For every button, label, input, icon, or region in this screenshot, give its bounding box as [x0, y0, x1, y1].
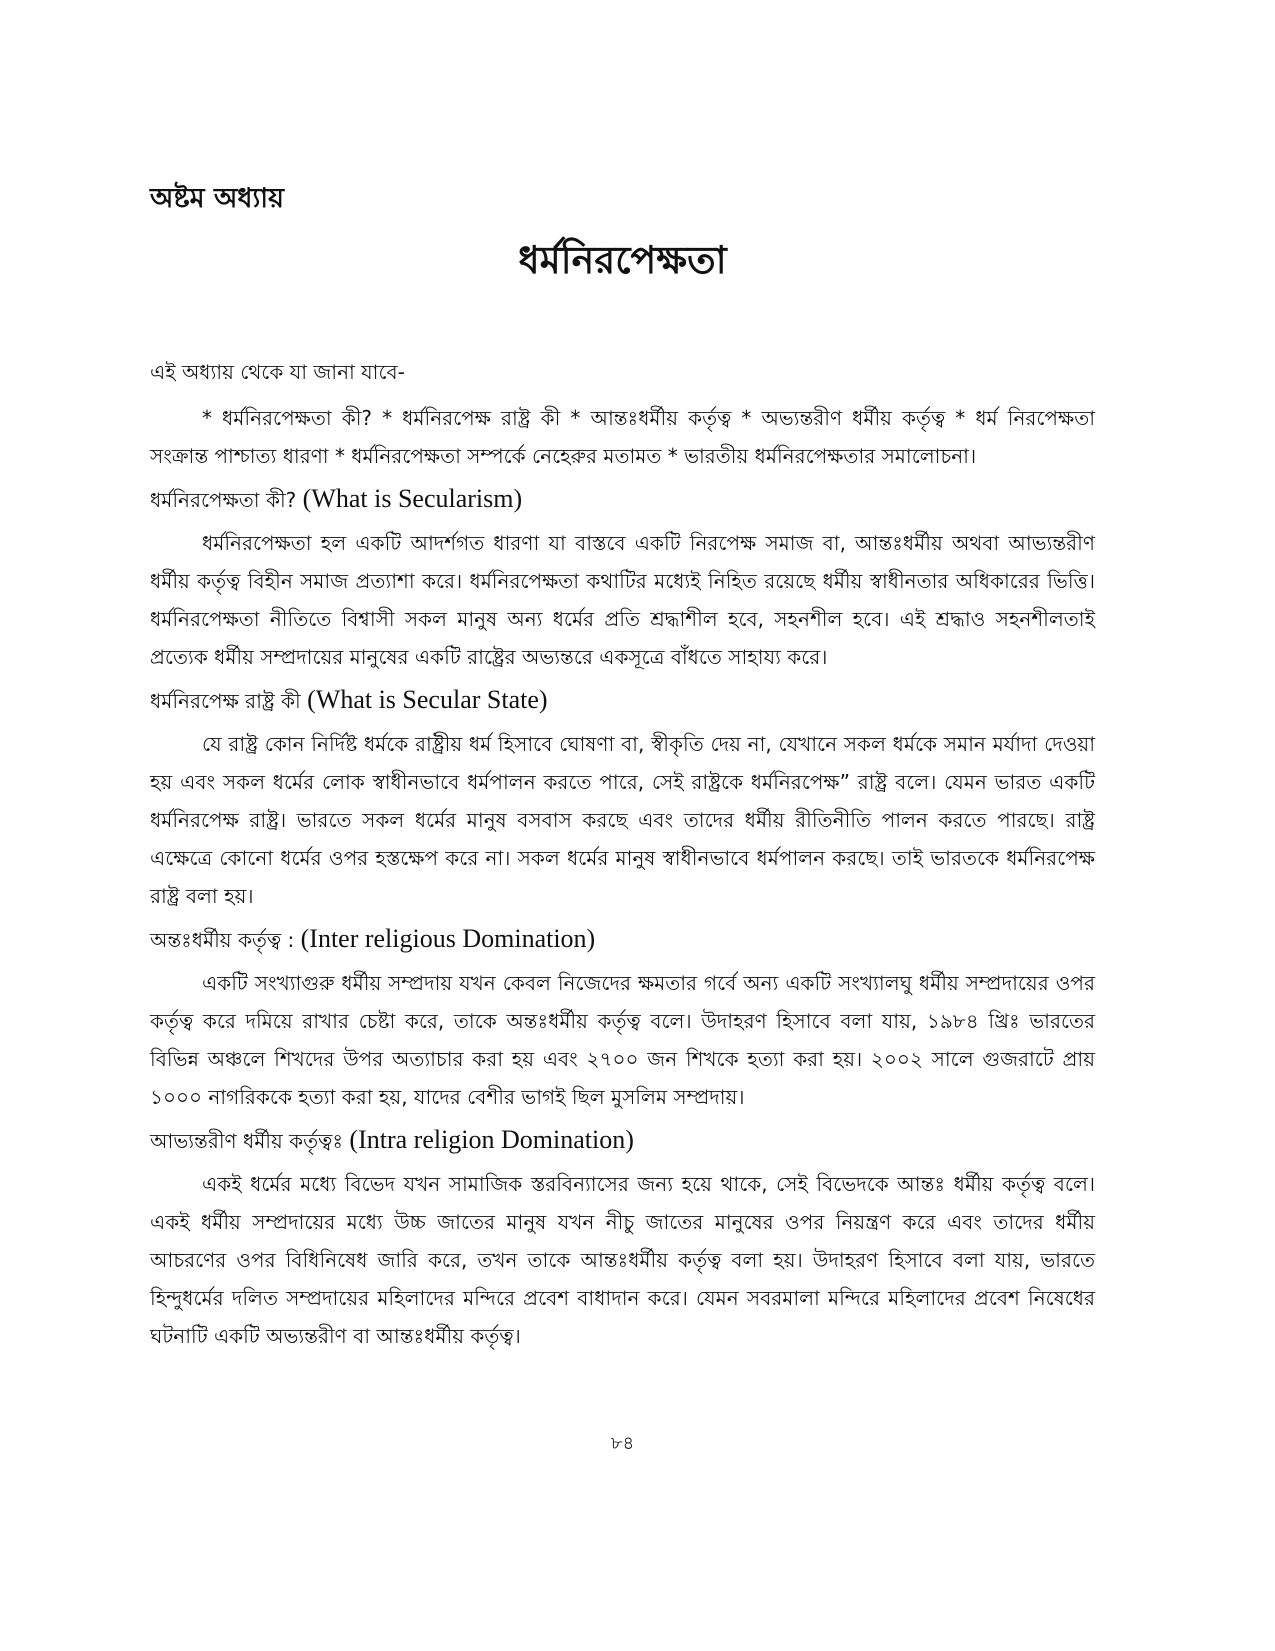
section-heading-en: (What is Secular State)	[307, 685, 548, 714]
section-heading-bn: অন্তঃধর্মীয় কর্তৃত্ব :	[150, 928, 295, 952]
section-heading-bn: ধর্মনিরপেক্ষতা কী?	[150, 488, 297, 512]
section-inter-religious-domination	[150, 923, 1095, 1116]
chapter-label: অষ্টম অধ্যায়	[150, 183, 285, 214]
book-page	[150, 0, 1095, 1651]
section-body: ধর্মনিরপেক্ষতা হল একটি আদর্শগত ধারণা যা বাস্তবে একটি নিরপেক্ষ সমাজ বা, আন্তঃধর্মীয় অথবা আভ্যন্তরীণ ধর্মীয় কর্তৃত্ব বিহীন সমাজ প্রত্যাশা করে। ধর্মনিরপেক্ষতা কথাটির মধ্যেই নিহিত রয়েছে ধর্মীয় স্বাধীনতার অধিকারের ভিত্তি। ধর্মনিরপেক্ষতা নীতিতে বিশ্বাসী সকল মানুষ অন্য ধর্মের প্রতি শ্রদ্ধাশীল হবে, সহনশীল হবে। এই শ্রদ্ধাও সহনশীলতাই প্রত্যেক ধর্মীয় সম্প্রদায়ের মানুষের একটি রাষ্ট্রের অভ্যন্তরে একসূত্রে বাঁধতে সাহায্য করে।	[150, 531, 1095, 669]
section-heading-en: (What is Secularism)	[302, 484, 523, 513]
intro-topics: * ধর্মনিরপেক্ষতা কী? * ধর্মনিরপেক্ষ রাষ্ট্র কী * আন্তঃধর্মীয় কর্তৃত্ব * অভ্যন্তরীণ ধর্মীয় কর্তৃত্ব * ধর্ম নিরপেক্ষতা সংক্রান্ত পাশ্চাত্য ধারণা * ধর্মনিরপেক্ষতা সম্পর্কে নেহেরুর মতামত * ভারতীয় ধর্মনিরপেক্ষতার সমালোচনা।	[150, 406, 1095, 468]
section-what-is-secularism	[150, 483, 1095, 676]
section-heading-en: (Intra religion Domination)	[349, 1125, 634, 1154]
section-body: একটি সংখ্যাগুরু ধর্মীয় সম্প্রদায় যখন কেবল নিজেদের ক্ষমতার গর্বে অন্য একটি সংখ্যালঘু ধর্মীয় সম্প্রদায়ের ওপর কর্তৃত্ব করে দমিয়ে রাখার চেষ্টা করে, তাকে অন্তঃধর্মীয় কর্তৃত্ব বলে। উদাহরণ হিসাবে বলা যায়, ১৯৮৪ খ্রিঃ ভারতের বিভিন্ন অঞ্চলে শিখদের উপর অত্যাচার করা হয় এবং ২৭০০ জন শিখকে হত্যা করা হয়। ২০০২ সালে গুজরাটে প্রায় ১০০০ নাগরিককে হত্যা করা হয়, যাদের বেশীর ভাগই ছিল মুসলিম সম্প্রদায়।	[150, 971, 1095, 1109]
section-heading	[150, 483, 1095, 516]
section-body: একই ধর্মের মধ্যে বিভেদ যখন সামাজিক স্তরবিন্যাসের জন্য হয়ে থাকে, সেই বিভেদকে আন্তঃ ধর্মীয় কর্তৃত্ব বলে। একই ধর্মীয় সম্প্রদায়ের মধ্যে উচ্চ জাতের মানুষ যখন নীচু জাতের মানুষের ওপর নিয়ন্ত্রণ করে এবং তাদের ধর্মীয় আচরণের ওপর বিধিনিষেধ জারি করে, তখন তাকে আন্তঃধর্মীয় কর্তৃত্ব বলা হয়। উদাহরণ হিসাবে বলা যায়, ভারতে হিন্দুধর্মের দলিত সম্প্রদায়ের মহিলাদের মন্দিরে প্রবেশ বাধাদান করে। যেমন সবরমালা মন্দিরে মহিলাদের প্রবেশ নিষেধের ঘটনাটি একটি অভ্যন্তরীণ বা আন্তঃধর্মীয় কর্তৃত্ব।	[150, 1172, 1095, 1348]
chapter-title: ধর্মনিরপেক্ষতা	[518, 238, 727, 282]
section-body: যে রাষ্ট্র কোন নির্দিষ্ট ধর্মকে রাষ্ট্রীয় ধর্ম হিসাবে ঘোষণা বা, স্বীকৃতি দেয় না, যেখানে সকল ধর্মকে সমান মর্যাদা দেওয়া হয় এবং সকল ধর্মের লোক স্বাধীনভাবে ধর্মপালন করতে পারে, সেই রাষ্ট্রকে ধর্মনিরপেক্ষ” রাষ্ট্র বলে। যেমন ভারত একটি ধর্মনিরপেক্ষ রাষ্ট্র। ভারতে সকল ধর্মের মানুষ বসবাস করছে এবং তাদের ধর্মীয় রীতিনীতি পালন করতে পারছে। রাষ্ট্র এক্ষেত্রে কোনো ধর্মের ওপর হস্তক্ষেপ করে না। সকল ধর্মের মানুষ স্বাধীনভাবে ধর্মপালন করছে। তাই ভারতকে ধর্মনিরপেক্ষ রাষ্ট্র বলা হয়।	[150, 732, 1095, 908]
section-heading	[150, 1124, 1095, 1157]
page-number: ৮৪	[610, 1433, 635, 1454]
section-heading	[150, 684, 1095, 717]
section-secular-state	[150, 684, 1095, 915]
intro-lead: এই অধ্যায় থেকে যা জানা যাবে-	[150, 360, 405, 384]
section-intra-religion-domination	[150, 1124, 1095, 1355]
chapter-content	[150, 357, 1095, 1363]
section-heading	[150, 923, 1095, 956]
section-heading-en: (Inter religious Domination)	[300, 924, 596, 953]
section-heading-bn: আভ্যন্তরীণ ধর্মীয় কর্তৃত্বঃ	[150, 1129, 344, 1153]
section-heading-bn: ধর্মনিরপেক্ষ রাষ্ট্র কী	[150, 689, 301, 713]
